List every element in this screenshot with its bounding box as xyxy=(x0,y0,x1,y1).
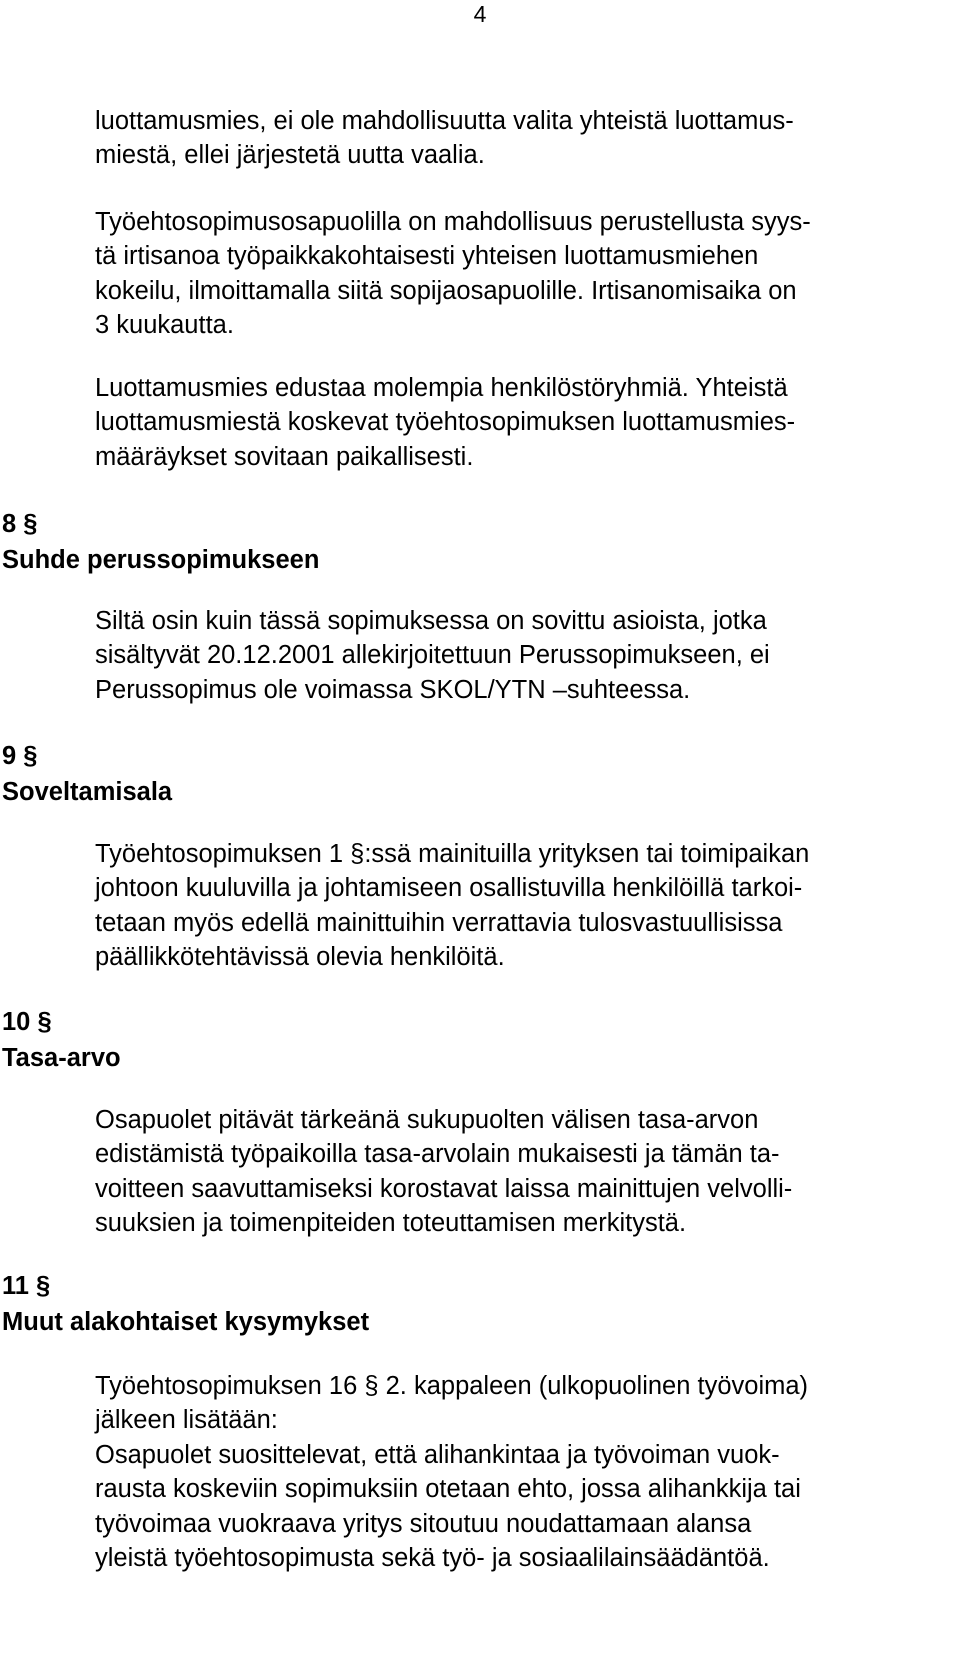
text-line: miestä, ellei järjestetä uutta vaalia. xyxy=(95,141,485,170)
section-heading-10 xyxy=(2,1004,121,1076)
text-line: Työehtosopimuksen 16 § 2. kappaleen (ulkopuolinen työvoima) xyxy=(95,1372,809,1400)
paragraph-external-workforce xyxy=(95,1369,960,1575)
text-line: Osapuolet pitävät tärkeänä sukupuolten välisen tasa-arvon xyxy=(95,1106,759,1134)
section-title: Muut alakohtaiset kysymykset xyxy=(2,1308,370,1336)
text-line: edistämistä työpaikoilla tasa-arvolain mukaisesti ja tämän ta- xyxy=(95,1140,780,1169)
text-line: kokeilu, ilmoittamalla siitä sopijaosapuolille. Irtisanomisaika on xyxy=(95,276,797,305)
text-line: sisältyvät 20.12.2001 allekirjoitettuun Perussopimukseen, ei xyxy=(95,641,770,670)
text-line: Siltä osin kuin tässä sopimuksessa on sovittu asioista, jotka xyxy=(95,607,767,635)
text-line: luottamusmiestä koskevat työehtosopimuksen luottamusmies- xyxy=(95,408,796,437)
text-line: määräykset sovitaan paikallisesti. xyxy=(95,442,474,471)
text-line: suuksien ja toimenpiteiden toteuttamisen merkitystä. xyxy=(95,1209,687,1238)
section-title: Tasa-arvo xyxy=(2,1044,121,1072)
text-line: 3 kuukautta. xyxy=(95,311,234,340)
text-line: työvoimaa vuokraava yritys sitoutuu noudattamaan alansa xyxy=(95,1509,752,1538)
section-title: Soveltamisala xyxy=(2,778,173,806)
text-line: Osapuolet suosittelevat, että alihankintaa ja työvoiman vuok- xyxy=(95,1440,780,1469)
page-number: 4 xyxy=(473,1,487,27)
paragraph-trust-rep-election xyxy=(95,104,960,173)
text-line: yleistä työehtosopimusta sekä työ- ja sosiaalilainsäädäntöä. xyxy=(95,1544,770,1573)
paragraph-basic-agreement xyxy=(95,604,960,707)
section-title: Suhde perussopimukseen xyxy=(2,546,320,574)
paragraph-termination-right xyxy=(95,205,960,343)
section-heading-8 xyxy=(2,506,319,578)
text-line: tä irtisanoa työpaikkakohtaisesti yhteisen luottamusmiehen xyxy=(95,242,759,271)
text-line: Työehtosopimusosapuolilla on mahdollisuus perustellusta syys- xyxy=(95,208,811,236)
text-line: johtoon kuuluvilla ja johtamiseen osallistuvilla henkilöillä tarkoi- xyxy=(95,874,803,903)
text-line: Perussopimus ole voimassa SKOL/YTN –suhteessa. xyxy=(95,675,691,704)
text-line: voitteen saavuttamiseksi korostavat laissa mainittujen velvolli- xyxy=(95,1174,793,1203)
section-heading-11 xyxy=(2,1268,369,1340)
section-number: 11 § xyxy=(2,1272,51,1300)
text-line: jälkeen lisätään: xyxy=(95,1406,278,1435)
text-line: Luottamusmies edustaa molempia henkilöstöryhmiä. Yhteistä xyxy=(95,374,788,402)
text-line: päällikkötehtävissä olevia henkilöitä. xyxy=(95,943,505,972)
text-line: rausta koskeviin sopimuksiin otetaan ehto, jossa alihankkija tai xyxy=(95,1475,801,1504)
text-line: tetaan myös edellä mainittuihin verrattavia tulosvastuullisissa xyxy=(95,908,783,937)
paragraph-trust-rep-represents xyxy=(95,371,960,474)
paragraph-scope xyxy=(95,837,960,975)
section-number: 8 § xyxy=(2,510,38,538)
text-line: luottamusmies, ei ole mahdollisuutta valita yhteistä luottamus- xyxy=(95,107,794,135)
text-line: Työehtosopimuksen 1 §:ssä mainituilla yrityksen tai toimipaikan xyxy=(95,840,810,868)
section-number: 9 § xyxy=(2,742,38,770)
section-number: 10 § xyxy=(2,1008,52,1036)
section-heading-9 xyxy=(2,738,172,810)
paragraph-equality xyxy=(95,1103,960,1241)
